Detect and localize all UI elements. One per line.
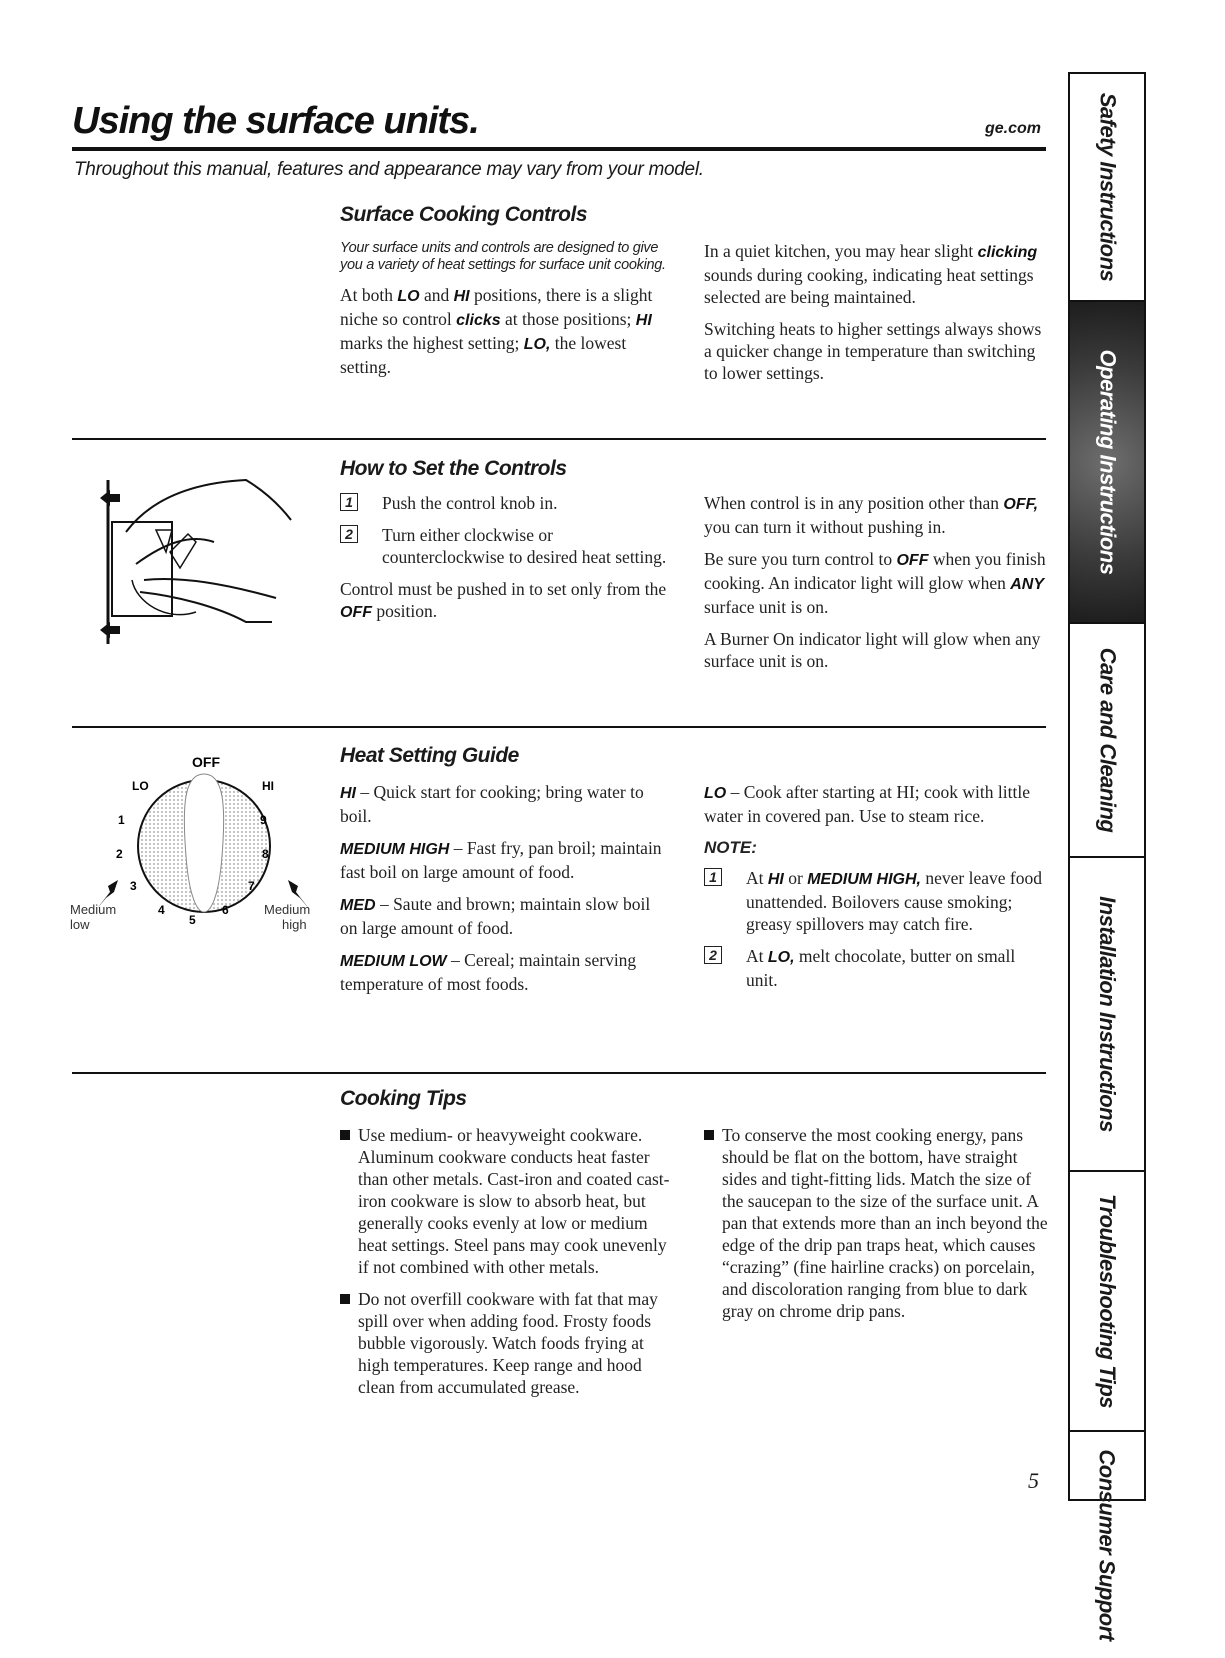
keyword: HI <box>767 871 784 888</box>
keyword: MEDIUM HIGH <box>340 841 450 858</box>
keyword: OFF, <box>1003 496 1039 513</box>
section-title-set-controls: How to Set the Controls <box>340 457 567 480</box>
text-run: – Saute and brown; maintain slow boil on large amount of food. <box>340 894 651 938</box>
bullet-icon <box>340 1130 350 1140</box>
text-run: never leave food unattended. Boilovers cause smoking; greasy spillovers may catch fire. <box>746 868 1042 934</box>
site-url[interactable]: ge.com <box>985 120 1042 137</box>
tab-label: Safety Instructions <box>1095 92 1121 282</box>
keyword: MEDIUM HIGH, <box>807 871 921 888</box>
knob-number-6: 6 <box>222 903 229 917</box>
keyword: LO <box>704 785 727 802</box>
knob-label-medium-low-2: low <box>70 917 90 932</box>
hand-pushing-knob-illustration <box>96 472 296 652</box>
knob-label-lo: LO <box>132 779 149 793</box>
keyword: HI <box>340 785 356 802</box>
text-run: At both <box>340 285 398 305</box>
heat-medium-low-text <box>340 949 670 995</box>
keyword: HI <box>453 288 470 305</box>
knob-number-4: 4 <box>158 903 165 917</box>
text-run: When control is in any position other than <box>704 493 1004 513</box>
note-number-1: 1 <box>704 868 722 886</box>
set-controls-off-note <box>704 548 1049 618</box>
keyword: ANY <box>1010 576 1044 593</box>
set-controls-push-note <box>340 578 670 624</box>
page-number: 5 <box>1028 1468 1039 1493</box>
knob-label-hi: HI <box>262 779 274 793</box>
keyword: clicks <box>456 312 501 329</box>
text-run: and <box>419 285 454 305</box>
text-run: at those positions; <box>500 309 636 329</box>
tip-2-text: Do not overfill cookware with fat that may spill over when adding food. Frosty foods bubble vigorously. Watch foods frying at high temperatures. Keep range and hood clean from accumulated grease. <box>358 1289 658 1397</box>
surface-controls-lead: Your surface units and controls are designed to give you a variety of heat settings for surface unit cooking. <box>340 240 666 273</box>
tab-operating-instructions[interactable] <box>1070 302 1144 624</box>
cooking-tips-left <box>340 1124 670 1408</box>
note-number-2: 2 <box>704 946 722 964</box>
text-run: At <box>746 946 768 966</box>
text-run: you can turn it without pushing in. <box>704 517 946 537</box>
section-title-surface-controls: Surface Cooking Controls <box>340 203 588 226</box>
knob-label-off: OFF <box>192 754 220 770</box>
note-2-text <box>746 946 1015 990</box>
bullet-icon <box>340 1294 350 1304</box>
tab-installation-instructions[interactable] <box>1070 858 1144 1172</box>
tab-label: Care and Cleaning <box>1095 647 1120 833</box>
note-1-text <box>746 868 1042 934</box>
keyword: LO <box>397 288 420 305</box>
knob-number-2: 2 <box>116 847 123 861</box>
text-run: when you finish cooking. An indicator light will glow when <box>704 549 1046 593</box>
tab-consumer-support[interactable] <box>1070 1432 1144 1658</box>
control-knob-diagram <box>70 746 326 946</box>
cooking-tips-right <box>704 1124 1049 1332</box>
knob-number-3: 3 <box>130 879 137 893</box>
tip-item <box>340 1288 670 1398</box>
text-run: positions, there is a slight niche so control <box>340 285 653 329</box>
keyword: OFF <box>340 604 372 621</box>
step-1-text: Push the control knob in. <box>382 493 558 513</box>
text-run: surface unit is on. <box>704 597 829 617</box>
tip-item <box>340 1124 670 1278</box>
tab-safety-instructions[interactable] <box>1070 74 1144 302</box>
tab-label: Troubleshooting Tips <box>1095 1193 1121 1409</box>
title-rule <box>72 147 1046 151</box>
knob-number-1: 1 <box>118 813 125 827</box>
surface-controls-right <box>704 240 1049 394</box>
section-title-heat-guide: Heat Setting Guide <box>340 744 519 767</box>
keyword: clicking <box>977 244 1038 261</box>
text-run: sounds during cooking, indicating heat settings selected are being maintained. <box>704 265 1034 307</box>
keyword: OFF <box>896 552 929 569</box>
heat-guide-right <box>704 781 1049 1001</box>
set-controls-turn-note <box>704 492 1049 538</box>
section-divider <box>72 726 1046 728</box>
step-2-text: Turn either clockwise or counterclockwise to desired heat setting. <box>382 525 667 567</box>
tip-item <box>704 1124 1049 1322</box>
knob-label-medium-high-1: Medium <box>264 902 311 917</box>
knob-number-9: 9 <box>260 813 267 827</box>
tab-troubleshooting-tips[interactable] <box>1070 1172 1144 1432</box>
knob-number-7: 7 <box>248 879 255 893</box>
side-navigation-tabs <box>1068 72 1146 1641</box>
knob-label-medium-high-2: high <box>282 917 307 932</box>
text-run: – Cook after starting at HI; cook with little water in covered pan. Use to steam rice. <box>704 782 1030 826</box>
text-run: – Quick start for cooking; bring water to boil. <box>340 782 644 826</box>
surface-controls-niche-text <box>340 284 670 378</box>
section-title-cooking-tips: Cooking Tips <box>340 1087 467 1110</box>
surface-controls-left <box>340 240 670 388</box>
bullet-icon <box>704 1130 714 1140</box>
tab-label: Consumer Support <box>1095 1449 1121 1641</box>
heat-hi-text <box>340 781 670 827</box>
text-run: or <box>783 868 808 888</box>
keyword: LO, <box>767 949 795 966</box>
knob-label-medium-low-1: Medium <box>70 902 117 917</box>
keyword: MEDIUM LOW <box>340 953 447 970</box>
text-run: At <box>746 868 768 888</box>
text-run: In a quiet kitchen, you may hear slight <box>704 241 978 261</box>
section-divider <box>72 1072 1046 1074</box>
tab-label: Installation Instructions <box>1095 896 1121 1132</box>
set-controls-indicator-note: A Burner On indicator light will glow when any surface unit is on. <box>704 629 1041 671</box>
text-run: position. <box>372 601 438 621</box>
set-controls-left <box>340 492 670 634</box>
intro-text: Throughout this manual, features and appearance may vary from your model. <box>74 159 704 180</box>
knob-number-5: 5 <box>189 913 196 927</box>
keyword: LO, <box>523 336 551 353</box>
tip-1-text: Use medium- or heavyweight cookware. Aluminum cookware conducts heat faster than other metals. Cast-iron and coated cast-iron cookware is slow to absorb heat, but generally cooks evenly at low or medium heat settings. Steel pans may cook unevenly if not combined with other metals. <box>358 1125 670 1277</box>
page-title: Using the surface units. <box>72 100 479 142</box>
note-1 <box>704 867 1049 935</box>
heat-med-text <box>340 893 670 939</box>
step-number-2: 2 <box>340 525 358 543</box>
tab-care-and-cleaning[interactable] <box>1070 624 1144 858</box>
heat-medium-high-text <box>340 837 670 883</box>
note-2 <box>704 945 1049 991</box>
text-run: – Cereal; maintain serving temperature of most foods. <box>340 950 637 994</box>
surface-controls-clicking-text <box>704 240 1049 308</box>
step-1 <box>340 492 670 514</box>
heat-guide-left <box>340 781 670 1005</box>
step-2 <box>340 524 670 568</box>
note-label: NOTE: <box>704 838 757 857</box>
keyword: MED <box>340 897 376 914</box>
text-run: marks the highest setting; <box>340 333 524 353</box>
tip-3-text: To conserve the most cooking energy, pans should be flat on the bottom, have straight sides and tight-fitting lids. Match the size of the saucepan to the size of the surface unit. A pan that extends more than an inch beyond the edge of the drip pan traps heat, which causes “crazing” (fine hairline cracks) on porcelain, and discoloration ranging from blue to dark gray on chrome drip pans. <box>722 1125 1048 1321</box>
text-run: – Fast fry, pan broil; maintain fast boil on large amount of food. <box>340 838 662 882</box>
set-controls-right <box>704 492 1049 682</box>
tab-label: Operating Instructions <box>1095 349 1121 575</box>
keyword: HI <box>635 312 652 329</box>
section-divider <box>72 438 1046 440</box>
step-number-1: 1 <box>340 493 358 511</box>
text-run: melt chocolate, butter on small unit. <box>746 946 1016 990</box>
text-run: Be sure you turn control to <box>704 549 897 569</box>
text-run: the lowest setting. <box>340 333 627 377</box>
knob-number-8: 8 <box>262 847 269 861</box>
surface-controls-switching-text: Switching heats to higher settings always shows a quicker change in temperature than switching to lower settings. <box>704 319 1042 383</box>
heat-lo-text <box>704 781 1049 827</box>
text-run: Control must be pushed in to set only from the <box>340 579 667 599</box>
